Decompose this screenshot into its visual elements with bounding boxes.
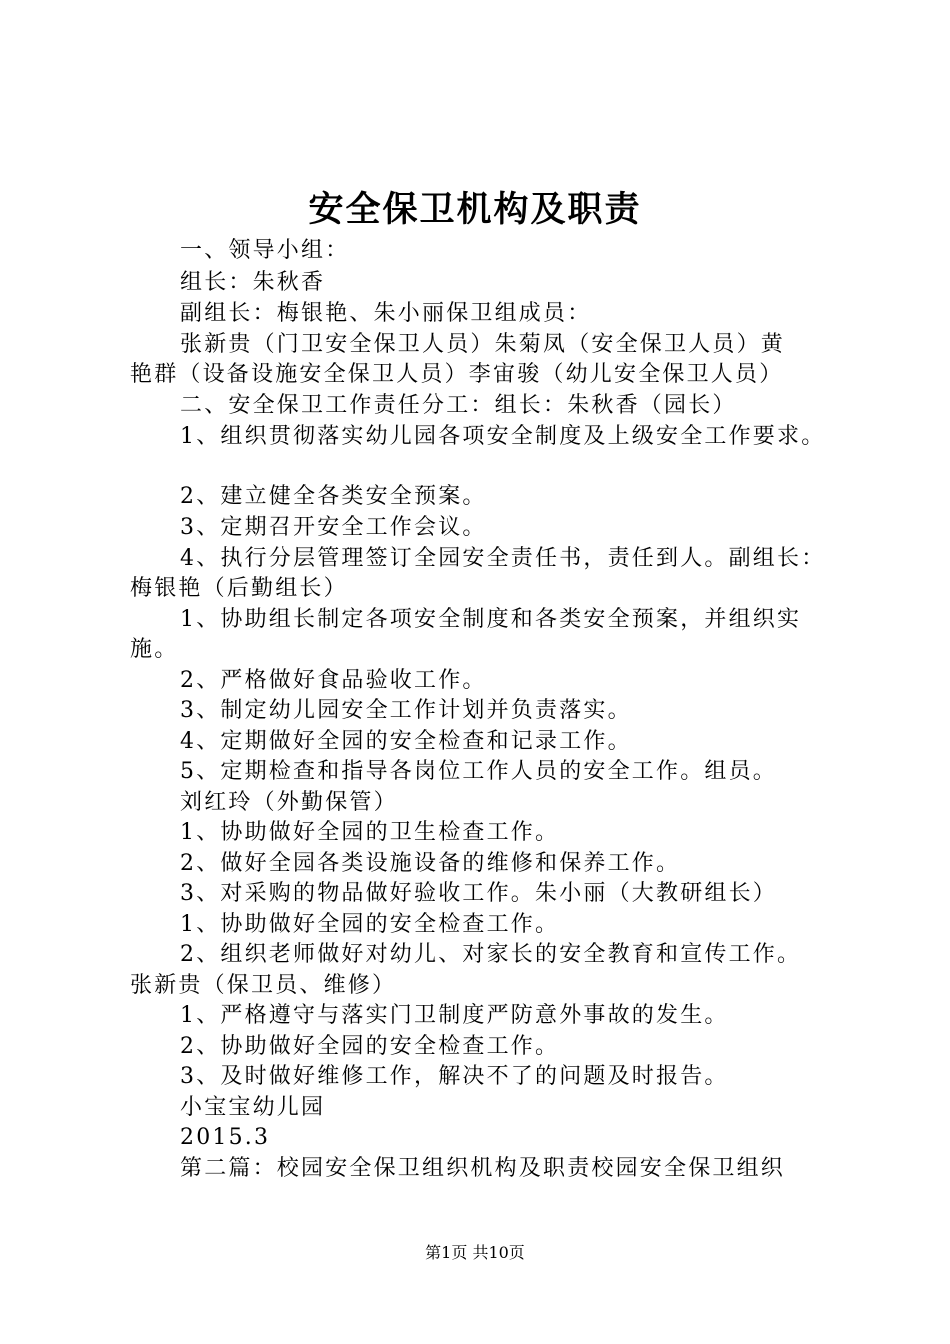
text-line: 2015.3 <box>180 1125 271 1150</box>
text-line: 2、协助做好全园的安全检查工作。 <box>180 1034 560 1059</box>
text-line: 1、严格遵守与落实门卫制度严防意外事故的发生。 <box>180 1003 729 1028</box>
text-line: 3、及时做好维修工作，解决不了的问题及时报告。 <box>180 1064 729 1089</box>
text-line: 5、定期检查和指导各岗位工作人员的安全工作。组员。 <box>180 759 777 784</box>
text-line: 一、领导小组： <box>180 238 350 263</box>
text-line: 2、做好全园各类设施设备的维修和保养工作。 <box>180 851 681 876</box>
text-line: 二、安全保卫工作责任分工：组长：朱秋香（园长） <box>180 393 737 418</box>
text-line: 3、定期召开安全工作会议。 <box>180 515 487 540</box>
page-number: 第1页 共10页 <box>425 1243 525 1262</box>
text-line: 4、执行分层管理签订全园安全责任书，责任到人。副组长： <box>180 546 826 571</box>
text-line: 梅银艳（后勤组长） <box>130 576 348 601</box>
text-line: 刘红玲（外勤保管） <box>180 790 398 815</box>
text-line: 副组长：梅银艳、朱小丽保卫组成员： <box>180 301 592 326</box>
text-line: 1、协助做好全园的卫生检查工作。 <box>180 820 560 845</box>
text-line: 2、建立健全各类安全预案。 <box>180 484 487 509</box>
text-line: 1、组织贯彻落实幼儿园各项安全制度及上级安全工作要求。 <box>180 424 826 449</box>
text-line: 3、制定幼儿园安全工作计划并负责落实。 <box>180 698 632 723</box>
text-line: 第二篇：校园安全保卫组织机构及职责校园安全保卫组织 <box>180 1156 786 1181</box>
text-line: 3、对采购的物品做好验收工作。朱小丽（大教研组长） <box>180 881 777 906</box>
text-line: 组长：朱秋香 <box>180 270 326 295</box>
document-title: 安全保卫机构及职责 <box>308 189 642 230</box>
text-line: 2、组织老师做好对幼儿、对家长的安全教育和宣传工作。 <box>180 942 802 967</box>
text-line: 4、定期做好全园的安全检查和记录工作。 <box>180 729 632 754</box>
text-line: 艳群（设备设施安全保卫人员）李宙骏（幼儿安全保卫人员） <box>130 362 784 387</box>
text-line: 张新贵（门卫安全保卫人员）朱菊凤（安全保卫人员）黄 <box>180 332 786 357</box>
text-line: 施。 <box>130 637 179 662</box>
text-line: 1、协助做好全园的安全检查工作。 <box>180 912 560 937</box>
text-line: 2、严格做好食品验收工作。 <box>180 668 487 693</box>
text-line: 张新贵（保卫员、维修） <box>130 973 397 998</box>
text-line: 小宝宝幼儿园 <box>180 1095 326 1120</box>
text-line: 1、协助组长制定各项安全制度和各类安全预案，并组织实 <box>180 607 802 632</box>
